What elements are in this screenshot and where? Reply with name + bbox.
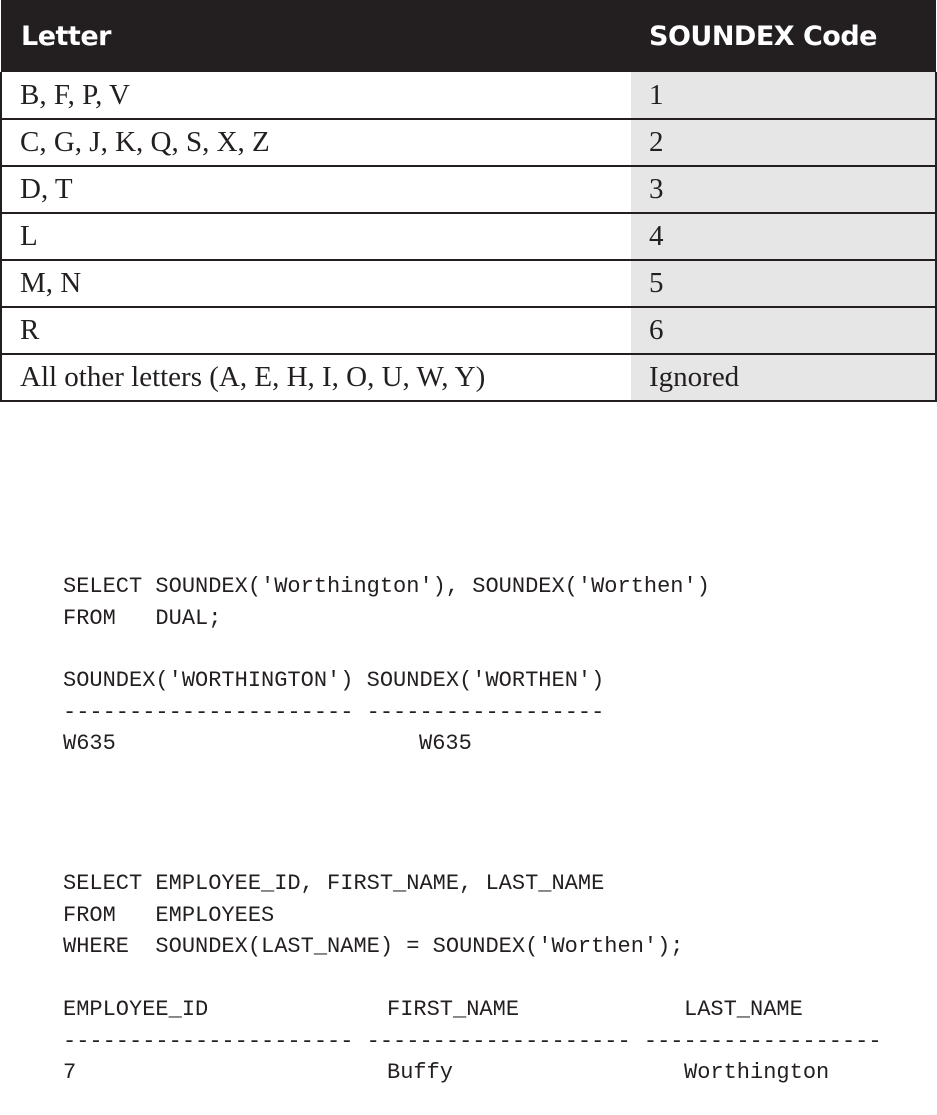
letter-column-header: Letter — [1, 0, 631, 72]
code-cell: 4 — [631, 213, 936, 260]
query-result-2 — [63, 994, 882, 1089]
table-header-row — [1, 0, 936, 72]
code-cell: 5 — [631, 260, 936, 307]
result-value-row — [63, 728, 604, 760]
letters-cell: M, N — [1, 260, 631, 307]
result-separator: -------------------- — [366, 1028, 631, 1054]
table-row — [1, 307, 936, 354]
soundex-code-table — [0, 0, 937, 402]
result-header-row — [63, 994, 882, 1026]
table-row — [1, 72, 936, 119]
code-cell: 2 — [631, 119, 936, 166]
result-separator: ------------------ — [366, 699, 605, 725]
table-row — [1, 213, 936, 260]
result-separator-row — [63, 697, 604, 729]
table-row — [1, 260, 936, 307]
result-separator: ------------------ — [643, 1028, 882, 1054]
sql-query-1 — [63, 571, 710, 634]
code-line: WHERE SOUNDEX(LAST_NAME) = SOUNDEX('Worthen'); — [63, 934, 684, 959]
query-result-1 — [63, 665, 604, 760]
table-row — [1, 354, 936, 401]
letters-cell: C, G, J, K, Q, S, X, Z — [1, 119, 631, 166]
code-cell: Ignored — [631, 354, 936, 401]
code-cell: 6 — [631, 307, 936, 354]
letters-cell: R — [1, 307, 631, 354]
result-value-row — [63, 1057, 882, 1089]
result-header-row — [63, 665, 604, 697]
code-line: FROM EMPLOYEES — [63, 902, 275, 928]
code-cell: 3 — [631, 166, 936, 213]
result-column-header: FIRST_NAME — [387, 997, 520, 1022]
code-line: FROM DUAL; — [63, 605, 222, 631]
table-row — [1, 119, 936, 166]
result-column-header: EMPLOYEE_ID — [63, 997, 209, 1022]
result-separator: ---------------------- — [63, 1028, 354, 1054]
result-value: W635 — [63, 731, 116, 756]
letters-cell: D, T — [1, 166, 631, 213]
soundex-code-column-header: SOUNDEX Code — [631, 0, 936, 72]
sql-query-2 — [63, 868, 684, 963]
code-line: SELECT SOUNDEX('Worthington'), SOUNDEX('Worthen') — [63, 574, 710, 599]
result-separator: ---------------------- — [63, 699, 354, 725]
letters-cell: All other letters (A, E, H, I, O, U, W, Y) — [1, 354, 631, 401]
result-value: Buffy — [387, 1060, 454, 1085]
result-column-header: LAST_NAME — [684, 997, 803, 1022]
code-cell: 1 — [631, 72, 936, 119]
result-separator-row — [63, 1026, 882, 1058]
letters-cell: B, F, P, V — [1, 72, 631, 119]
code-line: SELECT EMPLOYEE_ID, FIRST_NAME, LAST_NAME — [63, 871, 605, 896]
result-value: Worthington — [684, 1060, 830, 1085]
letters-cell: L — [1, 213, 631, 260]
result-value: 7 — [63, 1060, 77, 1085]
table-row — [1, 166, 936, 213]
result-column-header: SOUNDEX('WORTHINGTON') — [63, 668, 354, 693]
result-column-header: SOUNDEX('WORTHEN') — [366, 668, 605, 693]
result-value: W635 — [419, 731, 472, 756]
